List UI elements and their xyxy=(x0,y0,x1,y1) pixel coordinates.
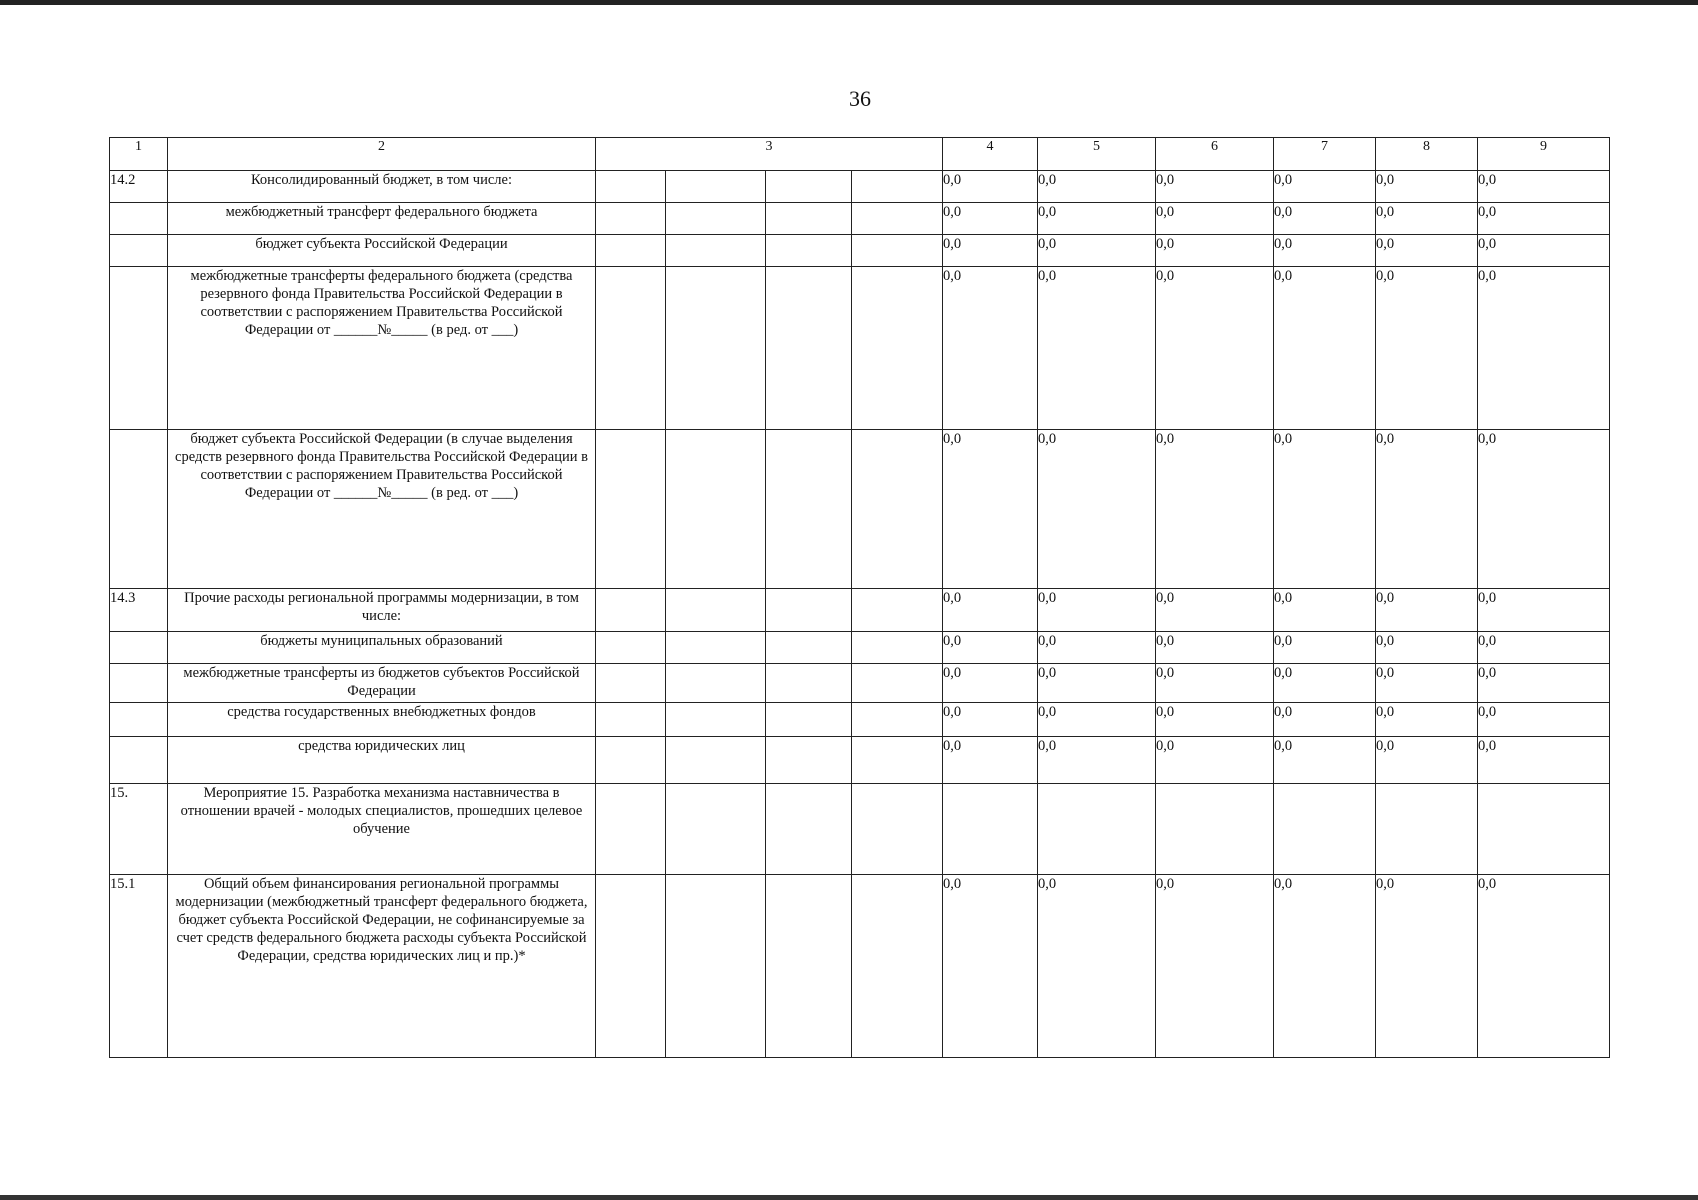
empty-subcell xyxy=(766,267,852,430)
row-description: средства государственных внебюджетных фондов xyxy=(168,703,596,737)
scan-edge-bottom xyxy=(0,1195,1698,1200)
empty-subcell xyxy=(766,171,852,203)
row-number xyxy=(110,632,168,664)
value-cell: 0,0 xyxy=(1376,875,1478,1058)
row-description: межбюджетные трансферты федерального бюджета (средства резервного фонда Правительства Российской Федерации в соответствии с распоряжением Правительства Российской Федерации от ______№_____ (в ред. от ___) xyxy=(168,267,596,430)
value-cell: 0,0 xyxy=(943,267,1038,430)
value-cell: 0,0 xyxy=(943,703,1038,737)
value-cell: 0,0 xyxy=(1038,737,1156,784)
empty-subcell xyxy=(666,784,766,875)
empty-subcell xyxy=(766,664,852,703)
table-row xyxy=(110,267,1610,430)
empty-subcell xyxy=(666,664,766,703)
table-row xyxy=(110,171,1610,203)
empty-subcell xyxy=(852,737,943,784)
empty-subcell xyxy=(766,703,852,737)
header-cell: 3 xyxy=(596,138,943,171)
header-cell: 2 xyxy=(168,138,596,171)
row-number xyxy=(110,267,168,430)
empty-subcell xyxy=(596,784,666,875)
empty-subcell xyxy=(666,632,766,664)
empty-subcell xyxy=(852,235,943,267)
value-cell: 0,0 xyxy=(1376,171,1478,203)
value-cell: 0,0 xyxy=(1376,703,1478,737)
value-cell: 0,0 xyxy=(1274,632,1376,664)
row-description: бюджет субъекта Российской Федерации (в случае выделения средств резервного фонда Правительства Российской Федерации в соответствии с распоряжением Правительства Российской Федерации от ______№_____ (в ред. от ___) xyxy=(168,430,596,589)
table-row xyxy=(110,632,1610,664)
empty-subcell xyxy=(596,589,666,632)
value-cell: 0,0 xyxy=(1156,267,1274,430)
empty-subcell xyxy=(596,632,666,664)
value-cell: 0,0 xyxy=(1156,875,1274,1058)
value-cell: 0,0 xyxy=(1478,267,1610,430)
value-cell: 0,0 xyxy=(1156,203,1274,235)
value-cell: 0,0 xyxy=(1156,632,1274,664)
empty-subcell xyxy=(666,737,766,784)
table-row xyxy=(110,203,1610,235)
value-cell: 0,0 xyxy=(1274,235,1376,267)
empty-subcell xyxy=(766,589,852,632)
row-number xyxy=(110,203,168,235)
empty-subcell xyxy=(766,737,852,784)
value-cell xyxy=(1038,784,1156,875)
empty-subcell xyxy=(596,875,666,1058)
value-cell: 0,0 xyxy=(1478,737,1610,784)
value-cell: 0,0 xyxy=(1038,875,1156,1058)
row-number xyxy=(110,664,168,703)
value-cell: 0,0 xyxy=(943,430,1038,589)
value-cell: 0,0 xyxy=(1376,430,1478,589)
empty-subcell xyxy=(666,430,766,589)
value-cell: 0,0 xyxy=(1478,632,1610,664)
value-cell: 0,0 xyxy=(1156,171,1274,203)
row-number xyxy=(110,737,168,784)
value-cell: 0,0 xyxy=(1478,589,1610,632)
value-cell: 0,0 xyxy=(943,171,1038,203)
empty-subcell xyxy=(596,703,666,737)
value-cell: 0,0 xyxy=(1376,589,1478,632)
table-row xyxy=(110,875,1610,1058)
value-cell: 0,0 xyxy=(943,875,1038,1058)
value-cell: 0,0 xyxy=(1478,664,1610,703)
value-cell: 0,0 xyxy=(1376,632,1478,664)
table-row xyxy=(110,703,1610,737)
row-description: Прочие расходы региональной программы модернизации, в том числе: xyxy=(168,589,596,632)
value-cell: 0,0 xyxy=(1478,171,1610,203)
value-cell xyxy=(1274,784,1376,875)
empty-subcell xyxy=(596,430,666,589)
value-cell: 0,0 xyxy=(1274,875,1376,1058)
empty-subcell xyxy=(666,235,766,267)
empty-subcell xyxy=(666,203,766,235)
value-cell: 0,0 xyxy=(943,632,1038,664)
value-cell: 0,0 xyxy=(1274,267,1376,430)
row-number: 15. xyxy=(110,784,168,875)
row-number xyxy=(110,703,168,737)
row-description: Общий объем финансирования региональной программы модернизации (межбюджетный трансферт федерального бюджета, бюджет субъекта Российской Федерации, не софинансируемые за счет средств федерального бюджета расходы субъекта Российской Федерации, средства юридических лиц и пр.)* xyxy=(168,875,596,1058)
value-cell: 0,0 xyxy=(1156,430,1274,589)
value-cell: 0,0 xyxy=(1376,235,1478,267)
value-cell xyxy=(1156,784,1274,875)
value-cell: 0,0 xyxy=(1274,589,1376,632)
table-row xyxy=(110,664,1610,703)
empty-subcell xyxy=(596,664,666,703)
value-cell: 0,0 xyxy=(943,589,1038,632)
value-cell xyxy=(1376,784,1478,875)
table-row xyxy=(110,589,1610,632)
value-cell: 0,0 xyxy=(1038,664,1156,703)
row-number: 15.1 xyxy=(110,875,168,1058)
table-header-row xyxy=(110,138,1610,171)
empty-subcell xyxy=(766,632,852,664)
value-cell: 0,0 xyxy=(1478,703,1610,737)
table-row xyxy=(110,430,1610,589)
value-cell: 0,0 xyxy=(1038,203,1156,235)
empty-subcell xyxy=(596,267,666,430)
budget-table xyxy=(109,137,1610,1058)
empty-subcell xyxy=(596,203,666,235)
header-cell: 8 xyxy=(1376,138,1478,171)
value-cell: 0,0 xyxy=(1156,664,1274,703)
value-cell: 0,0 xyxy=(1376,664,1478,703)
value-cell: 0,0 xyxy=(1274,703,1376,737)
empty-subcell xyxy=(666,703,766,737)
value-cell: 0,0 xyxy=(943,664,1038,703)
value-cell: 0,0 xyxy=(1478,430,1610,589)
empty-subcell xyxy=(852,267,943,430)
table-row xyxy=(110,235,1610,267)
empty-subcell xyxy=(766,875,852,1058)
value-cell: 0,0 xyxy=(1038,267,1156,430)
empty-subcell xyxy=(852,203,943,235)
value-cell: 0,0 xyxy=(1274,430,1376,589)
empty-subcell xyxy=(766,235,852,267)
empty-subcell xyxy=(596,235,666,267)
value-cell: 0,0 xyxy=(1478,203,1610,235)
empty-subcell xyxy=(852,632,943,664)
header-cell: 5 xyxy=(1038,138,1156,171)
value-cell: 0,0 xyxy=(1376,203,1478,235)
empty-subcell xyxy=(852,430,943,589)
value-cell: 0,0 xyxy=(1478,875,1610,1058)
value-cell xyxy=(1478,784,1610,875)
empty-subcell xyxy=(852,589,943,632)
value-cell: 0,0 xyxy=(1038,632,1156,664)
empty-subcell xyxy=(596,737,666,784)
empty-subcell xyxy=(852,784,943,875)
value-cell: 0,0 xyxy=(1478,235,1610,267)
value-cell xyxy=(943,784,1038,875)
value-cell: 0,0 xyxy=(1038,235,1156,267)
row-number: 14.3 xyxy=(110,589,168,632)
header-cell: 1 xyxy=(110,138,168,171)
page-number: 36 xyxy=(849,86,871,111)
empty-subcell xyxy=(666,267,766,430)
value-cell: 0,0 xyxy=(1038,703,1156,737)
header-cell: 9 xyxy=(1478,138,1610,171)
row-description: межбюджетные трансферты из бюджетов субъектов Российской Федерации xyxy=(168,664,596,703)
row-description: Мероприятие 15. Разработка механизма наставничества в отношении врачей - молодых специалистов, прошедших целевое обучение xyxy=(168,784,596,875)
value-cell: 0,0 xyxy=(1156,589,1274,632)
value-cell: 0,0 xyxy=(1376,267,1478,430)
header-cell: 6 xyxy=(1156,138,1274,171)
value-cell: 0,0 xyxy=(943,235,1038,267)
value-cell: 0,0 xyxy=(1038,171,1156,203)
empty-subcell xyxy=(766,203,852,235)
header-cell: 4 xyxy=(943,138,1038,171)
value-cell: 0,0 xyxy=(1156,235,1274,267)
row-description: средства юридических лиц xyxy=(168,737,596,784)
empty-subcell xyxy=(766,784,852,875)
row-description: бюджет субъекта Российской Федерации xyxy=(168,235,596,267)
value-cell: 0,0 xyxy=(1156,703,1274,737)
row-description: бюджеты муниципальных образований xyxy=(168,632,596,664)
value-cell: 0,0 xyxy=(943,737,1038,784)
value-cell: 0,0 xyxy=(1038,589,1156,632)
row-description: межбюджетный трансферт федерального бюджета xyxy=(168,203,596,235)
table-row xyxy=(110,737,1610,784)
empty-subcell xyxy=(852,875,943,1058)
empty-subcell xyxy=(596,171,666,203)
value-cell: 0,0 xyxy=(1274,203,1376,235)
value-cell: 0,0 xyxy=(1274,737,1376,784)
table-row xyxy=(110,784,1610,875)
scan-edge-top xyxy=(0,0,1698,5)
empty-subcell xyxy=(666,875,766,1058)
empty-subcell xyxy=(852,703,943,737)
header-cell: 7 xyxy=(1274,138,1376,171)
value-cell: 0,0 xyxy=(1274,171,1376,203)
row-number xyxy=(110,430,168,589)
empty-subcell xyxy=(852,664,943,703)
row-description: Консолидированный бюджет, в том числе: xyxy=(168,171,596,203)
value-cell: 0,0 xyxy=(1274,664,1376,703)
empty-subcell xyxy=(852,171,943,203)
value-cell: 0,0 xyxy=(1156,737,1274,784)
value-cell: 0,0 xyxy=(1376,737,1478,784)
empty-subcell xyxy=(766,430,852,589)
empty-subcell xyxy=(666,171,766,203)
empty-subcell xyxy=(666,589,766,632)
value-cell: 0,0 xyxy=(1038,430,1156,589)
value-cell: 0,0 xyxy=(943,203,1038,235)
row-number xyxy=(110,235,168,267)
row-number: 14.2 xyxy=(110,171,168,203)
